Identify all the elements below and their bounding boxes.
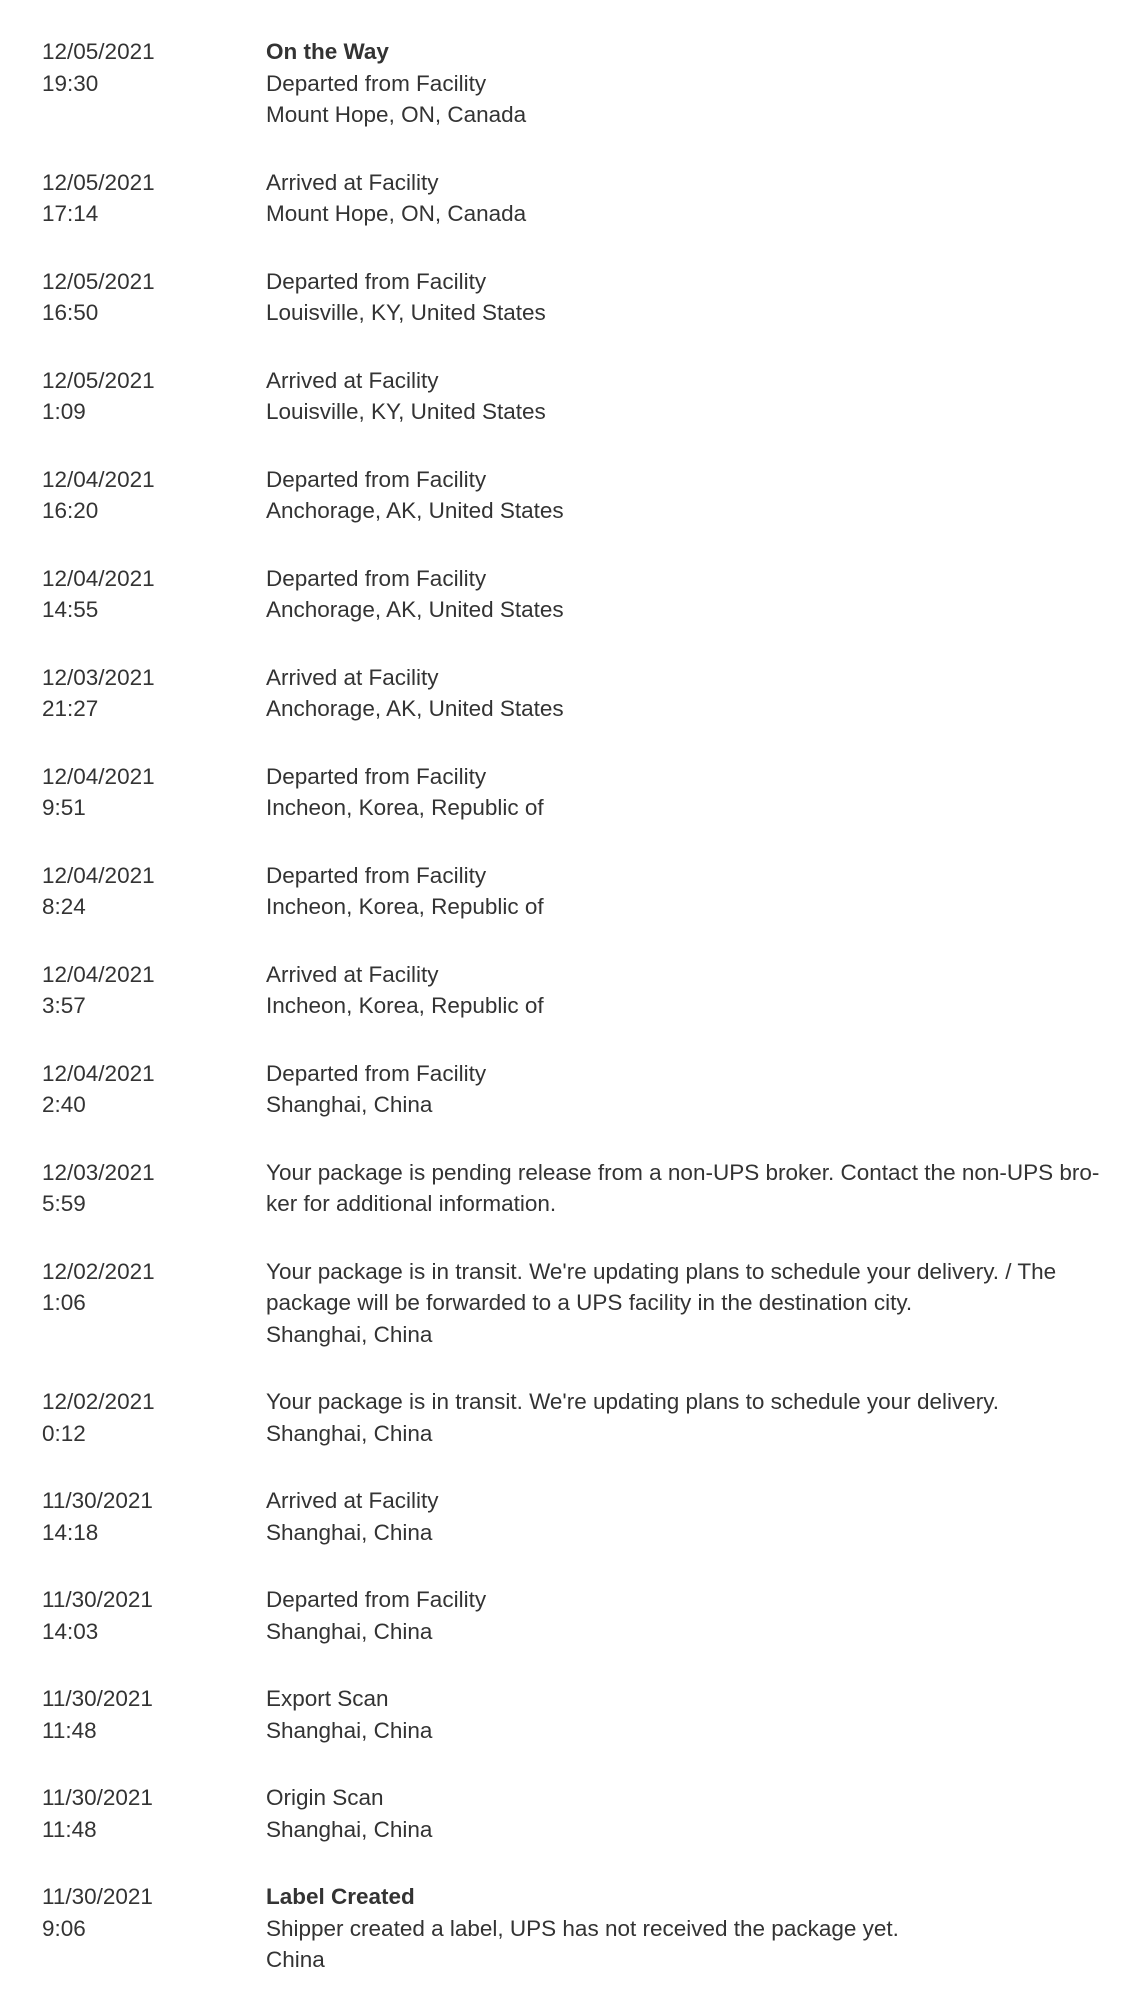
event-detail-line: Your package is in transit. We're updating plans to schedule your delivery. — [266, 1389, 1000, 1414]
event-date: 12/03/2021 — [42, 1159, 155, 1185]
event-timestamp — [0, 1386, 266, 1449]
event-detail-line: package will be forwarded to a UPS facility in the destination city. — [266, 1290, 913, 1315]
event-detail-line: Mount Hope, ON, Canada — [266, 102, 527, 127]
event-details — [266, 761, 1143, 824]
event-timestamp — [0, 266, 266, 329]
event-detail-line: Incheon, Korea, Republic of — [266, 795, 544, 820]
tracking-event — [0, 1386, 1143, 1449]
event-details — [266, 1485, 1143, 1548]
event-time: 11:48 — [42, 1717, 97, 1743]
event-detail-line: Incheon, Korea, Republic of — [266, 894, 544, 919]
event-time: 9:51 — [42, 795, 86, 820]
event-timestamp — [0, 1683, 266, 1746]
event-timestamp — [0, 1881, 266, 1944]
event-detail-line: Shanghai, China — [266, 1717, 433, 1743]
event-detail-line: Shanghai, China — [266, 1519, 433, 1545]
event-time: 14:55 — [42, 597, 99, 622]
event-detail-line: Arrived at Facility — [266, 1488, 439, 1513]
event-date: 12/04/2021 — [42, 961, 155, 987]
event-detail-line: Shipper created a label, UPS has not received the package yet. — [266, 1915, 899, 1941]
event-details — [266, 860, 1143, 923]
event-date: 12/04/2021 — [42, 1060, 155, 1086]
event-date: 12/02/2021 — [42, 1258, 155, 1284]
event-date: 11/30/2021 — [42, 1488, 153, 1513]
event-timestamp — [0, 1256, 266, 1319]
event-date: 12/03/2021 — [42, 664, 155, 690]
event-detail-line: Departed from Facility — [266, 763, 487, 789]
event-details — [266, 563, 1143, 626]
event-timestamp — [0, 1157, 266, 1220]
event-detail-line: Arrived at Facility — [266, 367, 439, 393]
event-detail-line: Mount Hope, ON, Canada — [266, 201, 527, 226]
event-detail-line: Origin Scan — [266, 1785, 384, 1810]
event-date: 11/30/2021 — [42, 1587, 153, 1612]
event-details — [266, 1157, 1143, 1220]
event-date: 11/30/2021 — [42, 1785, 153, 1810]
event-time: 8:24 — [42, 894, 86, 919]
event-detail-line: China — [266, 1947, 325, 1972]
event-time: 3:57 — [42, 993, 86, 1018]
tracking-event — [0, 1256, 1143, 1351]
event-time: 11:48 — [42, 1816, 97, 1842]
event-date: 11/30/2021 — [42, 1884, 153, 1909]
event-detail-line: Departed from Facility — [266, 70, 487, 96]
event-detail-line: Export Scan — [266, 1686, 389, 1711]
tracking-event — [0, 1782, 1143, 1845]
event-details — [266, 1782, 1143, 1845]
event-details — [266, 1256, 1143, 1351]
event-detail-line: Anchorage, AK, United States — [266, 696, 564, 721]
event-details — [266, 36, 1143, 131]
event-detail-line: Departed from Facility — [266, 268, 487, 294]
event-status: Label Created — [266, 1884, 415, 1909]
event-timestamp — [0, 1058, 266, 1121]
event-detail-line: Arrived at Facility — [266, 664, 439, 690]
tracking-event — [0, 860, 1143, 923]
event-date: 11/30/2021 — [42, 1686, 153, 1711]
event-details — [266, 1058, 1143, 1121]
event-details — [266, 464, 1143, 527]
event-detail-line: Departed from Facility — [266, 1060, 487, 1086]
event-time: 21:27 — [42, 696, 99, 721]
event-timestamp — [0, 36, 266, 99]
event-time: 16:50 — [42, 300, 99, 325]
event-detail-line: Arrived at Facility — [266, 961, 439, 987]
event-timestamp — [0, 761, 266, 824]
event-timestamp — [0, 1584, 266, 1647]
event-details — [266, 662, 1143, 725]
event-detail-line: Shanghai, China — [266, 1092, 433, 1117]
event-detail-line: Departed from Facility — [266, 1587, 487, 1612]
event-date: 12/02/2021 — [42, 1389, 155, 1414]
event-timestamp — [0, 959, 266, 1022]
event-timestamp — [0, 563, 266, 626]
event-details — [266, 1683, 1143, 1746]
tracking-event — [0, 563, 1143, 626]
tracking-event — [0, 167, 1143, 230]
event-date: 12/04/2021 — [42, 862, 155, 888]
event-detail-line: Shanghai, China — [266, 1420, 433, 1446]
tracking-event — [0, 662, 1143, 725]
event-details — [266, 1881, 1143, 1976]
tracking-event — [0, 1584, 1143, 1647]
event-time: 9:06 — [42, 1915, 86, 1941]
event-date: 12/04/2021 — [42, 565, 155, 591]
tracking-event — [0, 1485, 1143, 1548]
tracking-event — [0, 365, 1143, 428]
event-detail-line: ker for additional information. — [266, 1191, 557, 1216]
event-detail-line: Anchorage, AK, United States — [266, 498, 564, 523]
event-date: 12/05/2021 — [42, 367, 155, 393]
event-detail-line: Incheon, Korea, Republic of — [266, 993, 544, 1018]
event-detail-line: Louisville, KY, United States — [266, 300, 546, 325]
event-date: 12/04/2021 — [42, 466, 155, 492]
tracking-event — [0, 959, 1143, 1022]
event-details — [266, 167, 1143, 230]
event-details — [266, 365, 1143, 428]
event-details — [266, 1584, 1143, 1647]
event-time: 14:18 — [42, 1519, 99, 1545]
event-timestamp — [0, 1782, 266, 1845]
event-timestamp — [0, 662, 266, 725]
event-detail-line: Your package is in transit. We're updating plans to schedule your delivery. / The — [266, 1258, 1057, 1284]
event-details — [266, 1386, 1143, 1449]
event-time: 2:40 — [42, 1092, 86, 1117]
event-time: 17:14 — [42, 201, 99, 226]
event-time: 16:20 — [42, 498, 99, 523]
event-detail-line: Your package is pending release from a non-UPS broker. Contact the non-UPS bro- — [266, 1159, 1100, 1185]
event-status: On the Way — [266, 39, 389, 64]
event-timestamp — [0, 167, 266, 230]
event-timestamp — [0, 464, 266, 527]
event-date: 12/05/2021 — [42, 268, 155, 294]
event-details — [266, 959, 1143, 1022]
event-time: 1:06 — [42, 1290, 86, 1315]
event-time: 14:03 — [42, 1618, 99, 1644]
event-timestamp — [0, 365, 266, 428]
event-detail-line: Departed from Facility — [266, 466, 487, 492]
event-detail-line: Shanghai, China — [266, 1321, 433, 1347]
event-date: 12/05/2021 — [42, 39, 155, 64]
event-time: 19:30 — [42, 70, 99, 96]
tracking-event — [0, 1157, 1143, 1220]
event-timestamp — [0, 860, 266, 923]
event-detail-line: Shanghai, China — [266, 1618, 433, 1644]
event-time: 1:09 — [42, 399, 86, 424]
event-details — [266, 266, 1143, 329]
tracking-event — [0, 36, 1143, 131]
event-time: 5:59 — [42, 1191, 86, 1216]
event-detail-line: Shanghai, China — [266, 1816, 433, 1842]
tracking-event — [0, 1881, 1143, 1976]
tracking-event — [0, 1058, 1143, 1121]
event-detail-line: Louisville, KY, United States — [266, 399, 546, 424]
event-detail-line: Departed from Facility — [266, 565, 487, 591]
tracking-event — [0, 464, 1143, 527]
event-detail-line: Arrived at Facility — [266, 169, 439, 195]
event-detail-line: Anchorage, AK, United States — [266, 597, 564, 622]
event-detail-line: Departed from Facility — [266, 862, 487, 888]
event-timestamp — [0, 1485, 266, 1548]
tracking-event — [0, 266, 1143, 329]
event-date: 12/04/2021 — [42, 763, 155, 789]
tracking-event — [0, 1683, 1143, 1746]
tracking-event — [0, 761, 1143, 824]
event-date: 12/05/2021 — [42, 169, 155, 195]
event-time: 0:12 — [42, 1420, 86, 1446]
